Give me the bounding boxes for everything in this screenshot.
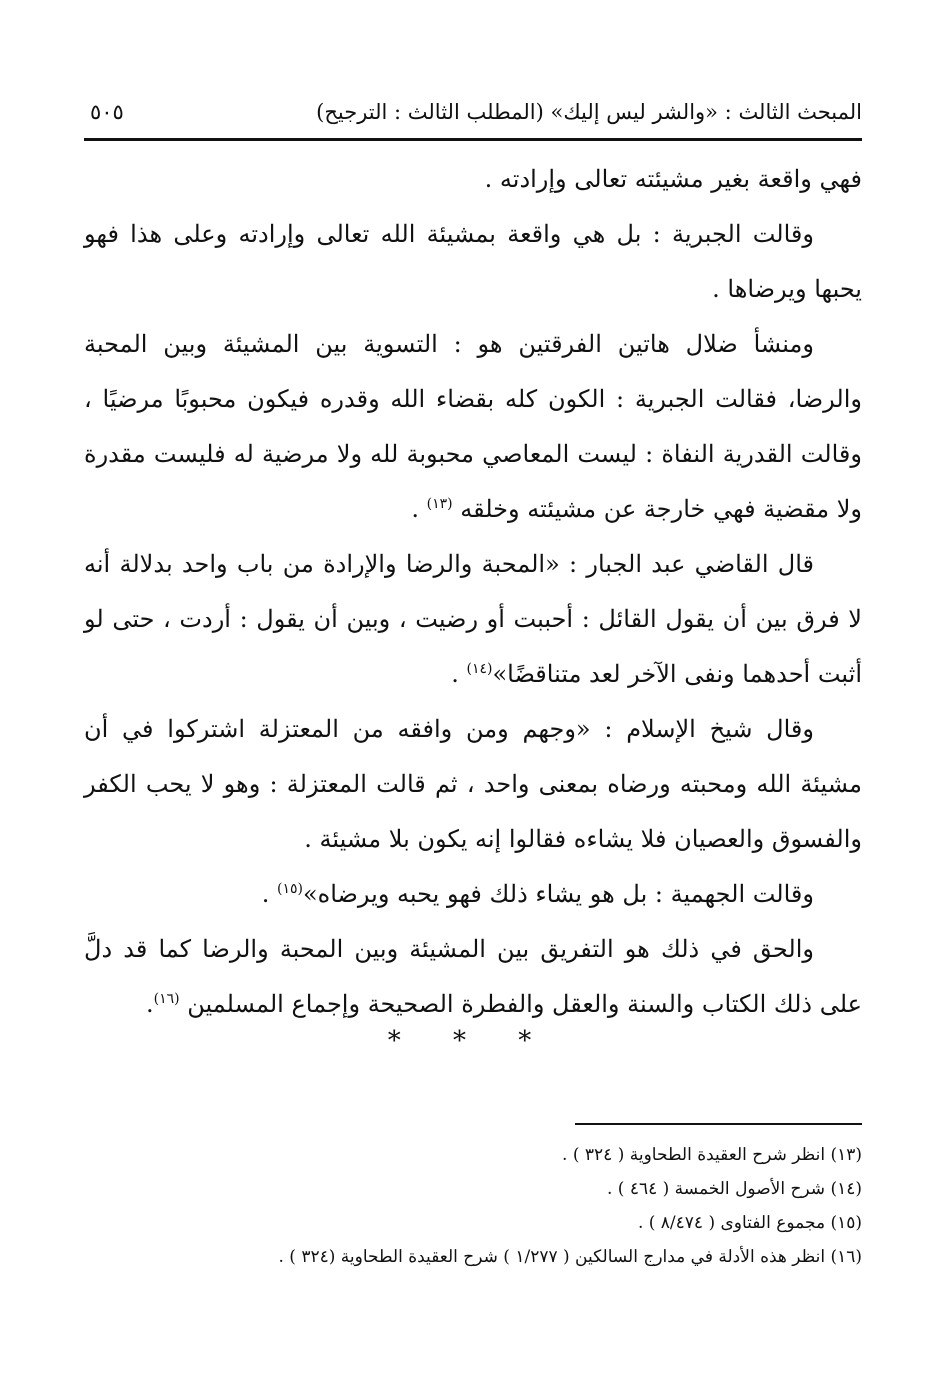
footnote-marker[interactable]: (١٦) <box>153 991 180 1007</box>
paragraph <box>84 922 862 1032</box>
paragraph <box>84 537 862 702</box>
paragraph <box>84 317 862 537</box>
footnote-marker[interactable]: (١٣) <box>426 496 453 512</box>
paragraph-text: وقالت الجهمية : بل هو يشاء ذلك فهو يحبه ويرضاه» <box>302 880 814 908</box>
footnote-rule <box>575 1123 862 1125</box>
footnote-marker[interactable]: (١٥) <box>276 881 303 897</box>
paragraph-text: وقال شيخ الإسلام : «وجهم ومن وافقه من المعتزلة اشتركوا في أن مشيئة الله ومحبته ورضاه بمعنى واحد ، ثم قالت المعتزلة : وهو لا يحب الكفر والفسوق والعصيان فلا يشاءه فقالوا إنه يكون بلا مشيئة . <box>84 715 862 853</box>
running-header <box>84 96 862 136</box>
footnotes <box>84 1138 862 1274</box>
paragraph <box>84 207 862 317</box>
paragraph-tail: . <box>261 880 277 908</box>
header-rule <box>84 138 862 141</box>
paragraph-text: قال القاضي عبد الجبار : «المحبة والرضا والإرادة من باب واحد بدلالة أنه لا فرق بين أن يقول القائل : أحببت أو رضيت ، وبين أن يقول : أردت ، حتى لو أثبت أحدهما ونفى الآخر لعد متناقضًا» <box>84 550 862 688</box>
paragraph <box>84 152 862 207</box>
section-separator: * * * <box>387 1026 554 1056</box>
footnote: (١٤) شرح الأصول الخمسة ( ٤٦٤ ) . <box>606 1179 862 1199</box>
running-title: المبحث الثالث : «والشر ليس إليك» (المطلب الثالث : الترجيح) <box>316 100 862 124</box>
paragraph-tail: . <box>411 495 427 523</box>
paragraph-text: والحق في ذلك هو التفريق بين المشيئة وبين المحبة والرضا كما قد دلَّ على ذلك الكتاب والسنة والعقل والفطرة الصحيحة وإجماع المسلمين <box>84 935 862 1018</box>
footnote: (١٥) مجموع الفتاوى ( ٨/٤٧٤ ) . <box>637 1213 862 1233</box>
footnote: (١٣) انظر شرح العقيدة الطحاوية ( ٣٢٤ ) . <box>562 1145 862 1165</box>
paragraph-text: وقالت الجبرية : بل هي واقعة بمشيئة الله تعالى وإرادته وعلى هذا فهو يحبها ويرضاها . <box>84 220 862 303</box>
paragraph-text: فهي واقعة بغير مشيئته تعالى وإرادته . <box>484 165 862 193</box>
page-number: ٥٠٥ <box>90 100 124 124</box>
paragraph-text: ومنشأ ضلال هاتين الفرقتين هو : التسوية بين المشيئة وبين المحبة والرضا، فقالت الجبرية : الكون كله بقضاء الله وقدره فيكون محبوبًا مرضيًا ، وقالت القدرية النفاة : ليست المعاصي محبوبة لله ولا مرضية له فليست مقدرة ولا مقضية فهي خارجة عن مشيئته وخلقه <box>84 330 862 523</box>
paragraph-tail: . <box>145 990 154 1018</box>
footnote-marker[interactable]: (١٤) <box>466 661 493 677</box>
paragraph <box>84 702 862 867</box>
body-text <box>84 152 862 1032</box>
footnote: (١٦) انظر هذه الأدلة في مدارج السالكين ( ١/٢٧٧ ) شرح العقيدة الطحاوية (٣٢٤ ) . <box>278 1247 862 1267</box>
paragraph <box>84 867 862 922</box>
paragraph-tail: . <box>451 660 467 688</box>
